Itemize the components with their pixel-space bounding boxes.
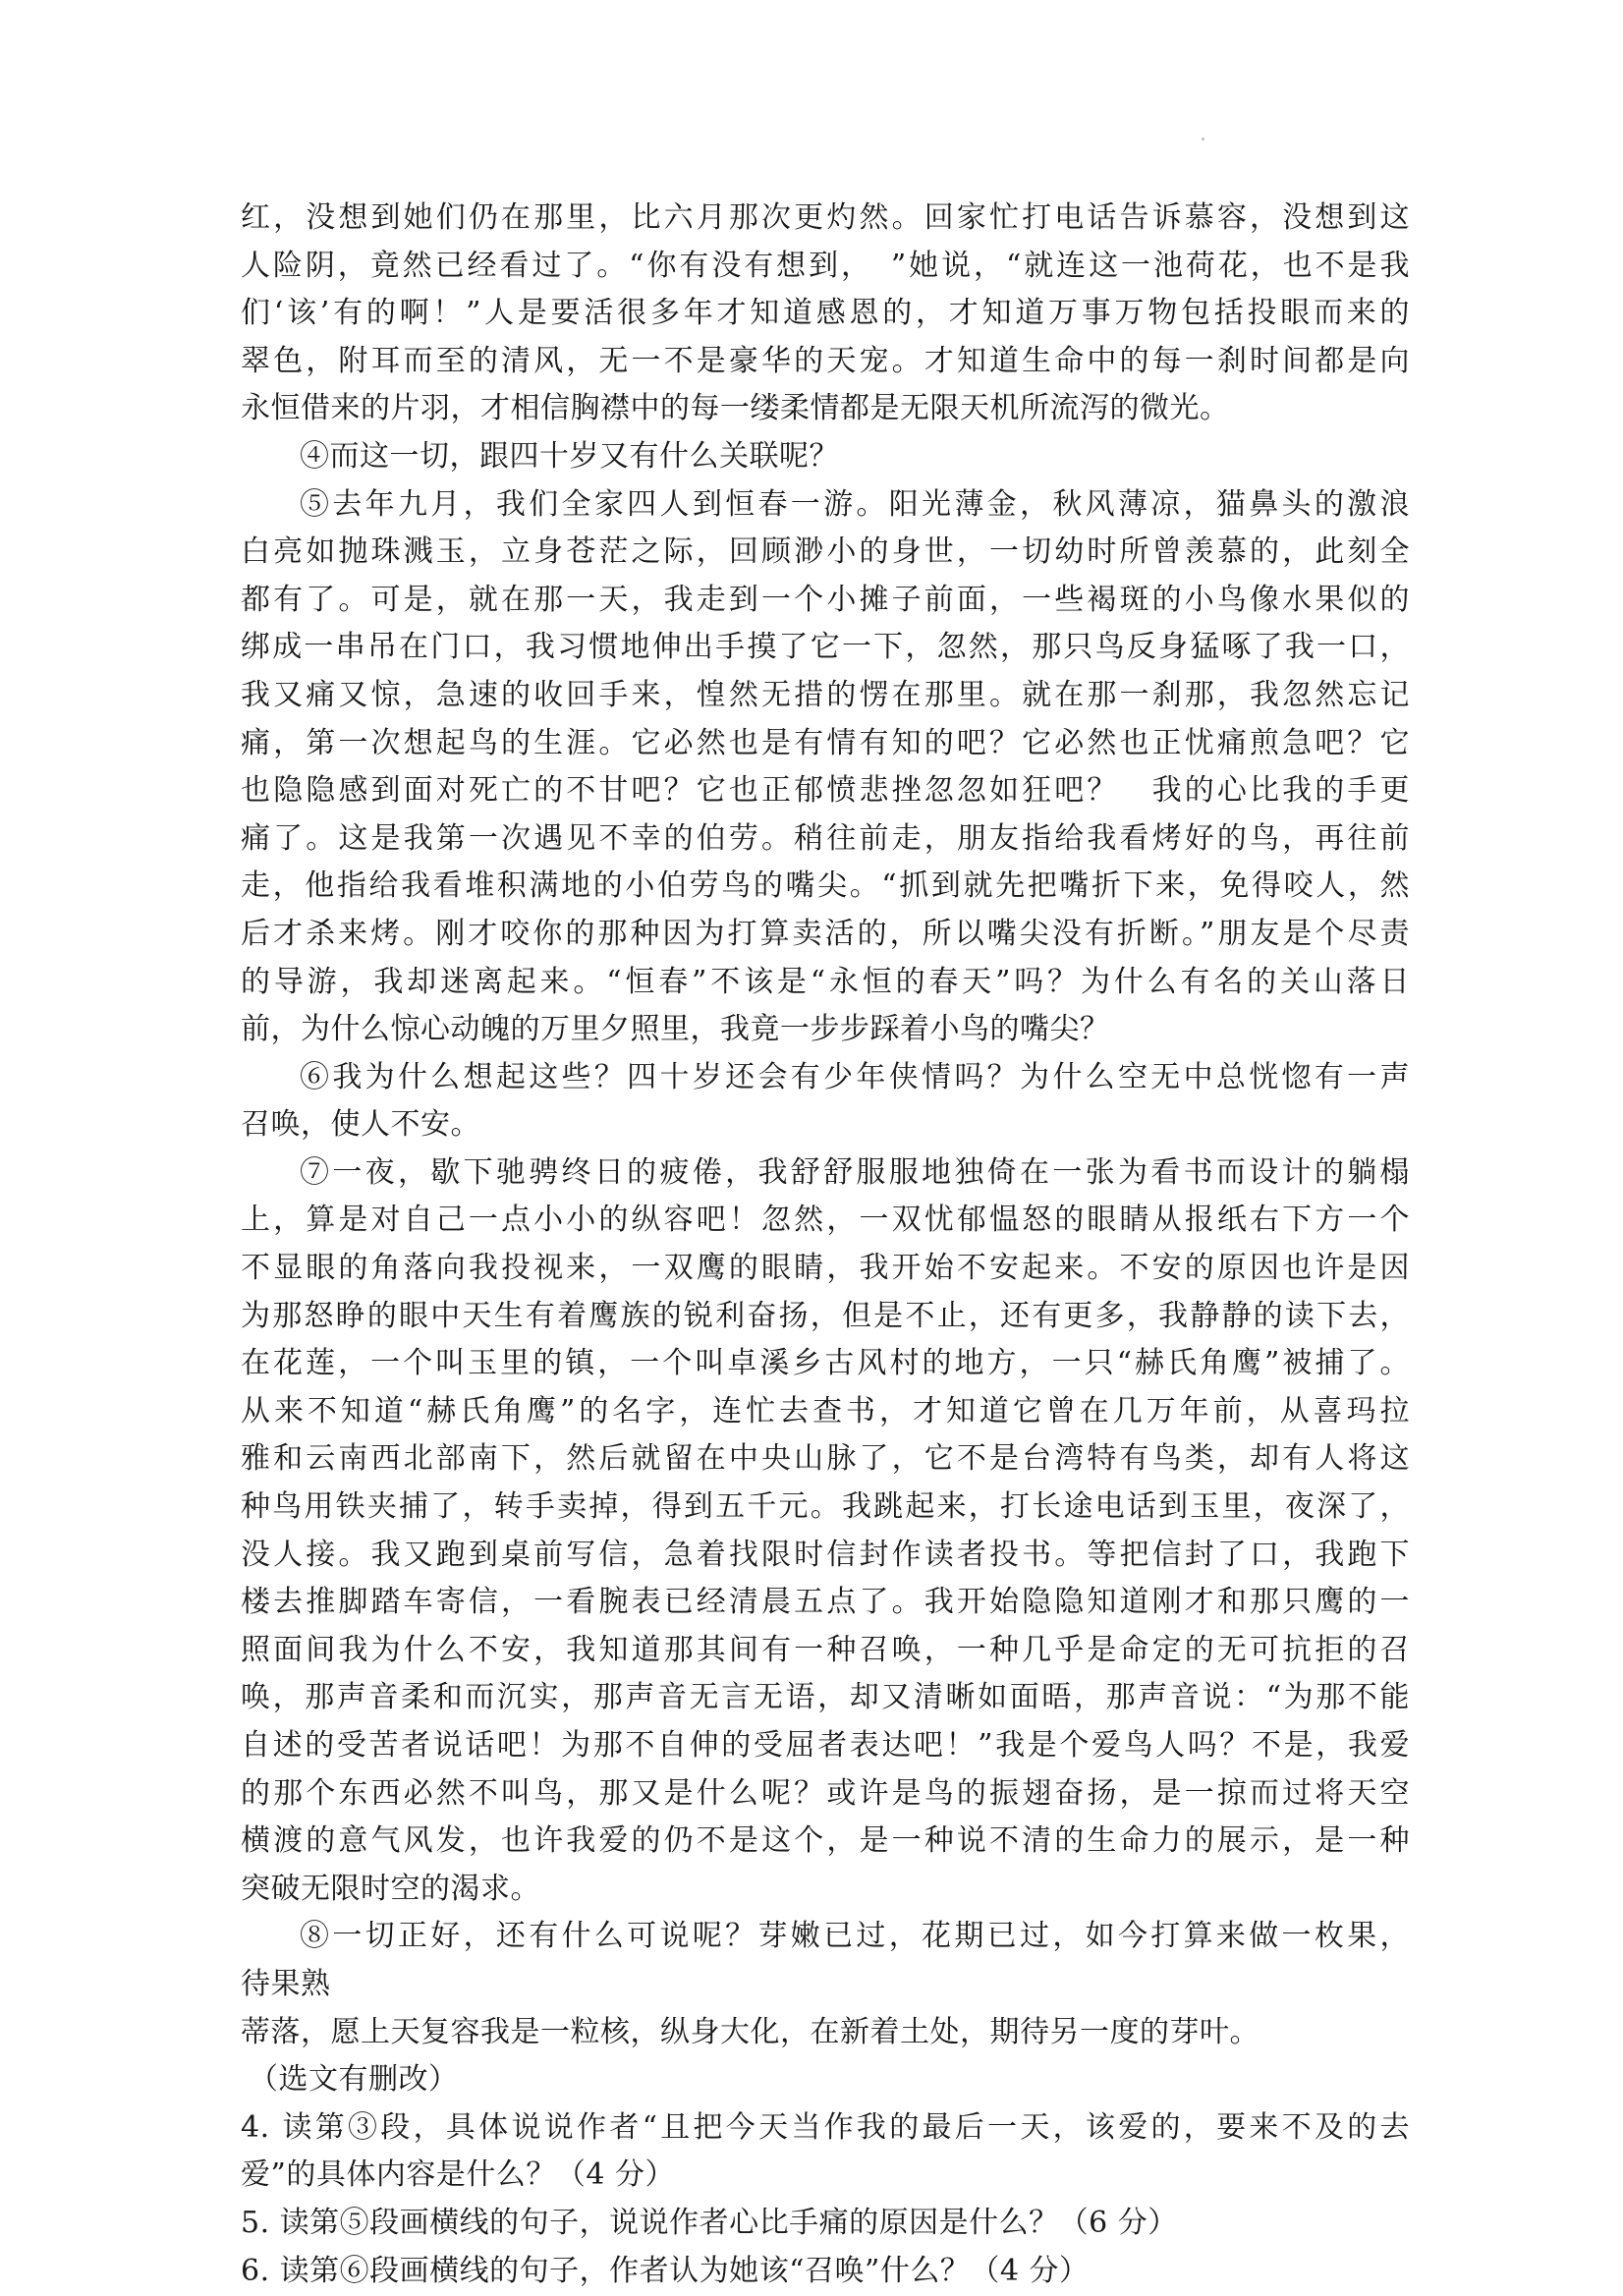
text-line: 楼去推脚踏车寄信，一看腕表已经清晨五点了。我开始隐隐知道刚才和那只鹰的一	[241, 1585, 1410, 1620]
document-page	[241, 195, 1410, 2295]
text-line: ⑦一夜，歇下驰骋终日的疲倦，我舒舒服服地独倚在一张为看书而设计的躺榻	[300, 1154, 1410, 1190]
text-line: 白亮如抛珠溅玉，立身苍茫之际，回顾渺小的身世，一切幼时所曾羡慕的，此刻全	[241, 534, 1410, 570]
text-line: 在花莲，一个叫玉里的镇，一个叫卓溪乡古风村的地方，一只“赫氏角鹰”被捕了。	[241, 1346, 1410, 1381]
question-5	[241, 2200, 1410, 2248]
text-line: 横渡的意气风发，也许我爱的仍不是这个，是一种说不清的生命力的展示，是一种	[241, 1823, 1410, 1859]
question-text: 6. 读第⑥段画横线的句子，作者认为她该“召唤”什么？（4 分）	[241, 2253, 1090, 2288]
text-line: ⑧一切正好，还有什么可说呢？芽嫩已过，花期已过，如今打算来做一枚果，	[300, 1919, 1410, 1954]
text-line: 都有了。可是，就在那一天，我走到一个小摊子前面，一些褐斑的小鸟像水果似的	[241, 582, 1410, 617]
text-line: 种鸟用铁夹捕了，转手卖掉，得到五千元。我跳起来，打长途电话到玉里，夜深了，	[241, 1489, 1410, 1525]
text-line: 人险阴，竟然已经看过了。“你有没有想到， ”她说，“就连这一池荷花，也不是我	[241, 248, 1410, 283]
text-line: ④而这一切，跟四十岁又有什么关联呢？	[300, 438, 839, 474]
text-line: 召唤，使人不安。	[241, 1107, 480, 1143]
text-line: 我又痛又惊，急速的收回手来，惶然无措的愣在那里。就在那一刹那，我忽然忘记	[241, 677, 1410, 712]
text-line: 雅和云南西北部南下，然后就留在中央山脉了，它不是台湾特有鸟类，却有人将这	[241, 1441, 1410, 1477]
text-line: 永恒借来的片羽，才相信胸襟中的每一缕柔情都是无限天机所流泻的微光。	[241, 391, 1230, 426]
paragraph-6	[241, 1054, 1410, 1149]
paragraph-3-continued	[241, 195, 1410, 433]
text-line: 后才杀来烤。刚才咬你的那种因为打算卖活的，所以嘴尖没有折断。”朋友是个尽责	[241, 916, 1410, 951]
text-line: 翠色，附耳而至的清风，无一不是豪华的天宠。才知道生命中的每一刹时间都是向	[241, 343, 1410, 378]
text-line: 唤，那声音柔和而沉实，那声音无言无语，却又清晰如面晤，那声音说：“为那不能	[241, 1680, 1410, 1715]
text-line: 待果熟	[241, 1966, 331, 2001]
question-text: 4. 读第③段，具体说说作者“且把今天当作我的最后一天，该爱的，要来不及的去	[241, 2109, 1410, 2145]
text-line: 们‘该’有的啊！”人是要活很多年才知道感恩的，才知道万事万物包括投眼而来的	[241, 296, 1410, 331]
text-line: 痛了。这是我第一次遇见不幸的伯劳。稍往前走，朋友指给我看烤好的鸟，再往前	[241, 820, 1410, 856]
text-line: 走，他指给我看堆积满地的小伯劳鸟的嘴尖。“抓到就先把嘴折下来，免得咬人，然	[241, 868, 1410, 904]
text-line: 的导游，我却迷离起来。“恒春”不该是“永恒的春天”吗？为什么有名的关山落日	[241, 964, 1410, 999]
text-line: 的那个东西必然不叫鸟，那又是什么呢？或许是鸟的振翅奋扬，是一掠而过将天空	[241, 1775, 1410, 1811]
paragraph-5	[241, 481, 1410, 1054]
question-text: 爱”的具体内容是什么？（4 分）	[241, 2157, 675, 2193]
text-line: 也隐隐感到面对死亡的不甘吧？它也正郁愤悲挫忽忽如狂吧？ 我的心比我的手更	[241, 773, 1410, 809]
text-line: 绑成一串吊在门口，我习惯地伸出手摸了它一下，忽然，那只鸟反身猛啄了我一口，	[241, 630, 1410, 665]
text-line: 上，算是对自己一点小小的纵容吧！忽然，一双忧郁愠怒的眼睛从报纸右下方一个	[241, 1203, 1410, 1238]
question-6	[241, 2248, 1410, 2296]
text-line: 为那怒睁的眼中天生有着鹰族的锐利奋扬，但是不止，还有更多，我静静的读下去，	[241, 1298, 1410, 1333]
question-4	[241, 2104, 1410, 2200]
question-text: 5. 读第⑤段画横线的句子，说说作者心比手痛的原因是什么？（6 分）	[241, 2205, 1178, 2240]
text-line: ⑥我为什么想起这些？四十岁还会有少年侠情吗？为什么空无中总恍惚有一声	[300, 1059, 1410, 1094]
text-line: 不显眼的角落向我投视来，一双鹰的眼睛，我开始不安起来。不安的原因也许是因	[241, 1251, 1410, 1286]
text-line: 照面间我为什么不安，我知道那其间有一种召唤，一种几乎是命定的无可抗拒的召	[241, 1632, 1410, 1667]
text-line: 突破无限时空的渴求。	[241, 1871, 540, 1906]
text-line: ⑤去年九月，我们全家四人到恒春一游。阳光薄金，秋风薄凉，猫鼻头的激浪	[300, 486, 1410, 522]
text-line: 红，没想到她们仍在那里，比六月那次更灼然。回家忙打电话告诉慕容，没想到这	[241, 200, 1410, 235]
text-line: 蒂落，愿上天复容我是一粒核，纵身大化，在新着土处，期待另一度的芽叶。	[241, 2014, 1259, 2049]
note-text: （选文有删改）	[249, 2062, 459, 2098]
text-line: 前，为什么惊心动魄的万里夕照里，我竟一步步踩着小鸟的嘴尖？	[241, 1012, 1110, 1047]
source-note	[249, 2056, 1410, 2104]
text-line: 从来不知道“赫氏角鹰”的名字，连忙去查书，才知道它曾在几万年前，从喜玛拉	[241, 1393, 1410, 1428]
text-line: 自述的受苦者说话吧！为那不自伸的受屈者表达吧！”我是个爱鸟人吗？不是，我爱	[241, 1728, 1410, 1763]
text-line: 痛，第一次想起鸟的生涯。它必然也是有情有知的吧？它必然也正忧痛煎急吧？它	[241, 725, 1410, 760]
scan-speck	[1202, 138, 1204, 140]
paragraph-4	[241, 433, 1410, 481]
paragraph-7	[241, 1149, 1410, 1914]
text-line: 没人接。我又跑到桌前写信，急着找限时信封作读者投书。等把信封了口，我跑下	[241, 1537, 1410, 1572]
paragraph-8	[241, 1913, 1410, 2056]
